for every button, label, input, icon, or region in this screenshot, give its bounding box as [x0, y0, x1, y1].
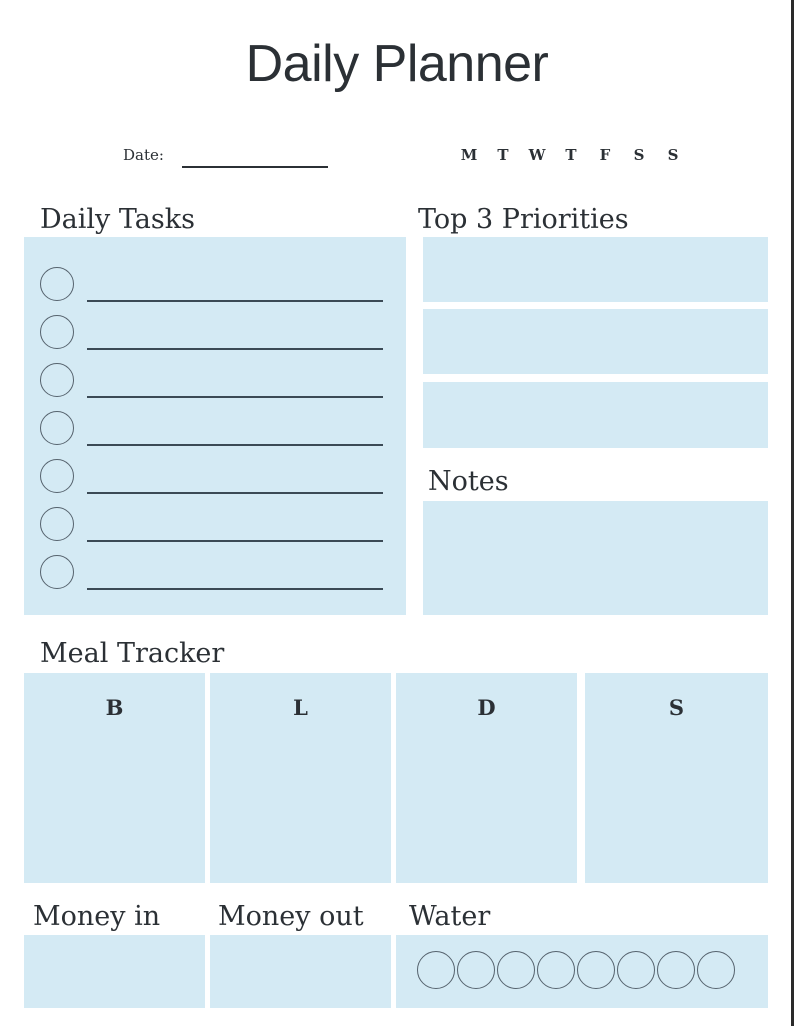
meal-label-breakfast: B — [105, 695, 124, 720]
task-checkbox[interactable] — [40, 459, 74, 493]
water-glass-checkbox[interactable] — [457, 951, 495, 989]
meal-label-dinner: D — [477, 695, 496, 720]
weekday-sun[interactable]: S — [667, 146, 679, 164]
weekday-tue[interactable]: T — [497, 146, 509, 164]
task-input-line[interactable] — [87, 396, 383, 398]
notes-heading: Notes — [428, 466, 509, 497]
priorities-heading: Top 3 Priorities — [418, 204, 629, 235]
water-glass-checkbox[interactable] — [577, 951, 615, 989]
meal-label-snack: S — [668, 695, 685, 720]
weekday-fri[interactable]: F — [599, 146, 611, 164]
money-in-box[interactable] — [24, 935, 205, 1008]
task-input-line[interactable] — [87, 492, 383, 494]
meal-label-lunch: L — [293, 695, 308, 720]
task-row — [40, 363, 385, 403]
water-glass-checkbox[interactable] — [417, 951, 455, 989]
task-row — [40, 315, 385, 355]
weekday-thu[interactable]: T — [565, 146, 577, 164]
weekday-sat[interactable]: S — [633, 146, 645, 164]
money-out-box[interactable] — [210, 935, 391, 1008]
task-input-line[interactable] — [87, 540, 383, 542]
daily-tasks-heading: Daily Tasks — [40, 204, 195, 235]
water-heading: Water — [409, 901, 491, 932]
water-glass-checkbox[interactable] — [697, 951, 735, 989]
task-row — [40, 555, 385, 595]
task-checkbox[interactable] — [40, 411, 74, 445]
task-input-line[interactable] — [87, 444, 383, 446]
task-checkbox[interactable] — [40, 555, 74, 589]
money-in-heading: Money in — [33, 901, 161, 932]
date-field[interactable] — [182, 166, 328, 168]
page-title: Daily Planner — [245, 35, 549, 93]
task-checkbox[interactable] — [40, 363, 74, 397]
meal-box-breakfast[interactable] — [24, 673, 205, 883]
weekday-selector — [452, 146, 712, 164]
water-glass-checkbox[interactable] — [617, 951, 655, 989]
daily-tasks-box — [24, 237, 406, 615]
task-row — [40, 267, 385, 307]
task-input-line[interactable] — [87, 300, 383, 302]
meal-box-snack[interactable] — [585, 673, 768, 883]
task-row — [40, 507, 385, 547]
weekday-wed[interactable]: W — [528, 146, 546, 164]
money-out-heading: Money out — [218, 901, 364, 932]
priority-box-1[interactable] — [423, 237, 768, 302]
priority-box-2[interactable] — [423, 309, 768, 374]
task-input-line[interactable] — [87, 588, 383, 590]
task-row — [40, 459, 385, 499]
water-glass-checkbox[interactable] — [497, 951, 535, 989]
task-input-line[interactable] — [87, 348, 383, 350]
task-checkbox[interactable] — [40, 267, 74, 301]
meal-box-lunch[interactable] — [210, 673, 391, 883]
task-checkbox[interactable] — [40, 507, 74, 541]
task-checkbox[interactable] — [40, 315, 74, 349]
task-row — [40, 411, 385, 451]
water-box — [396, 935, 768, 1008]
meal-box-dinner[interactable] — [396, 673, 577, 883]
meal-tracker-heading: Meal Tracker — [40, 638, 225, 669]
water-glass-checkbox[interactable] — [537, 951, 575, 989]
weekday-mon[interactable]: M — [460, 146, 478, 164]
water-glass-checkbox[interactable] — [657, 951, 695, 989]
date-label: Date: — [123, 146, 164, 164]
priority-box-3[interactable] — [423, 382, 768, 448]
notes-box[interactable] — [423, 501, 768, 615]
